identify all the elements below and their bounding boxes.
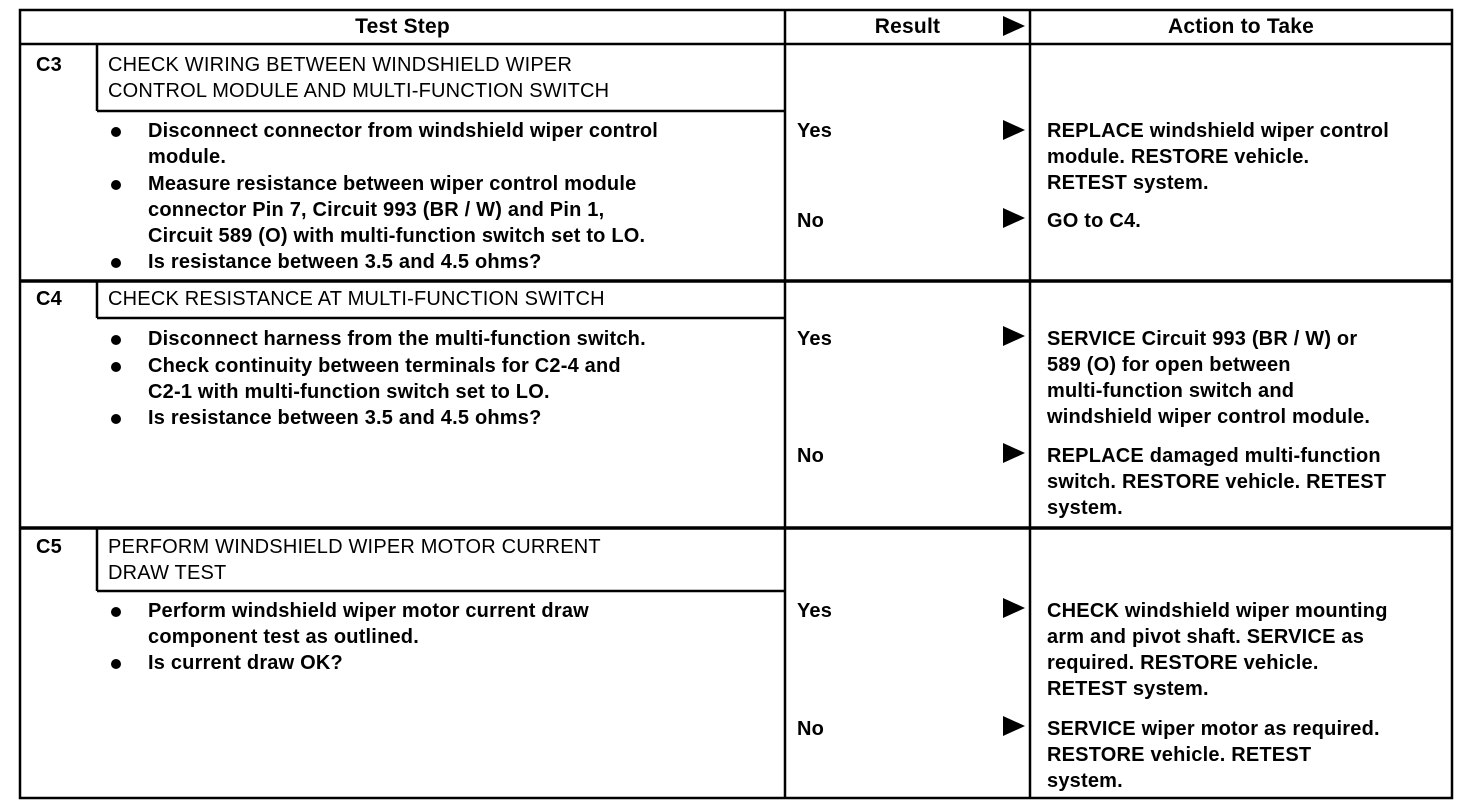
arrow-icon <box>1003 443 1025 463</box>
header-action: Action to Take <box>1168 15 1314 38</box>
step-title-c3-line2: CONTROL MODULE AND MULTI-FUNCTION SWITCH <box>108 80 610 102</box>
header-arrow-icon <box>1003 16 1025 36</box>
c5-result-no: No <box>797 718 825 740</box>
c4-yes-action-line4: windshield wiper control module. <box>1047 406 1371 428</box>
step-title-c5-line1: PERFORM WINDSHIELD WIPER MOTOR CURRENT <box>108 536 601 558</box>
step-title-c3-line1: CHECK WIRING BETWEEN WINDSHIELD WIPER <box>108 54 573 76</box>
arrow-icon <box>1003 208 1025 228</box>
bullet-icon <box>111 127 121 137</box>
bullet-icon <box>111 607 121 617</box>
step-id-c4: C4 <box>36 288 62 310</box>
bullet-icon <box>111 659 121 669</box>
c4-bullet2-line2: C2-1 with multi-function switch set to LO. <box>148 381 550 403</box>
c5-no-action-line3: system. <box>1047 770 1123 792</box>
arrow-icon <box>1003 326 1025 346</box>
c3-bullet2-line2: connector Pin 7, Circuit 993 (BR / W) and Pin 1, <box>148 199 605 221</box>
c3-no-action-ref: C4. <box>1109 210 1142 232</box>
c4-yes-action-line1: SERVICE Circuit 993 (BR / W) or <box>1047 328 1358 350</box>
c4-bullet2-line1: Check continuity between terminals for C2-4 and <box>148 355 621 377</box>
c5-no-action-line1: SERVICE wiper motor as required. <box>1047 718 1380 740</box>
c4-bullet1: Disconnect harness from the multi-function switch. <box>148 328 646 350</box>
c5-yes-action-line1: CHECK windshield wiper mounting <box>1047 600 1388 622</box>
c4-no-action-line1: REPLACE damaged multi-function <box>1047 445 1381 467</box>
c4-no-action-line2: switch. RESTORE vehicle. RETEST <box>1047 471 1387 493</box>
arrow-icon <box>1003 120 1025 140</box>
c3-result-no: No <box>797 210 825 232</box>
c3-bullet2-line1: Measure resistance between wiper control module <box>148 173 637 195</box>
c3-bullet2-line3: Circuit 589 (O) with multi-function switch set to LO. <box>148 225 646 247</box>
c5-bullet1-line2: component test as outlined. <box>148 626 419 648</box>
c4-question: Is resistance between 3.5 and 4.5 ohms? <box>148 407 542 429</box>
bullet-icon <box>111 335 121 345</box>
c3-yes-action-line1: REPLACE windshield wiper control <box>1047 120 1389 142</box>
c3-no-action <box>1047 208 1141 235</box>
step-title-c5-line2: DRAW TEST <box>108 562 227 584</box>
arrow-icon <box>1003 598 1025 618</box>
c5-question: Is current draw OK? <box>148 652 343 674</box>
c4-yes-action-line3: multi-function switch and <box>1047 380 1295 402</box>
c3-yes-action-line2: module. RESTORE vehicle. <box>1047 146 1310 168</box>
step-id-c5: C5 <box>36 536 62 558</box>
step-title-c4: CHECK RESISTANCE AT MULTI-FUNCTION SWITCH <box>108 288 605 310</box>
c4-yes-action-line2: 589 (O) for open between <box>1047 354 1291 376</box>
c5-yes-action-line2: arm and pivot shaft. SERVICE as <box>1047 626 1365 648</box>
c5-no-action-line2: RESTORE vehicle. RETEST <box>1047 744 1312 766</box>
c5-bullet1-line1: Perform windshield wiper motor current draw <box>148 600 589 622</box>
bullet-icon <box>111 180 121 190</box>
c5-result-yes: Yes <box>797 600 833 622</box>
arrow-icon <box>1003 716 1025 736</box>
c5-yes-action-line3: required. RESTORE vehicle. <box>1047 652 1319 674</box>
c4-no-action-line3: system. <box>1047 497 1123 519</box>
c3-no-action-text: GO to <box>1047 210 1110 232</box>
step-id-c3: C3 <box>36 54 62 76</box>
c3-bullet1-line1: Disconnect connector from windshield wiper control <box>148 120 659 142</box>
c3-result-yes: Yes <box>797 120 833 142</box>
c3-yes-action-line3: RETEST system. <box>1047 172 1209 194</box>
bullet-icon <box>111 414 121 424</box>
header-test-step: Test Step <box>355 15 450 38</box>
c4-result-yes: Yes <box>797 328 833 350</box>
bullet-icon <box>111 362 121 372</box>
bullet-icon <box>111 258 121 268</box>
c5-yes-action-line4: RETEST system. <box>1047 678 1209 700</box>
c3-question: Is resistance between 3.5 and 4.5 ohms? <box>148 251 542 273</box>
c3-bullet1-line2: module. <box>148 146 227 168</box>
c4-result-no: No <box>797 445 825 467</box>
header-result: Result <box>874 15 941 38</box>
